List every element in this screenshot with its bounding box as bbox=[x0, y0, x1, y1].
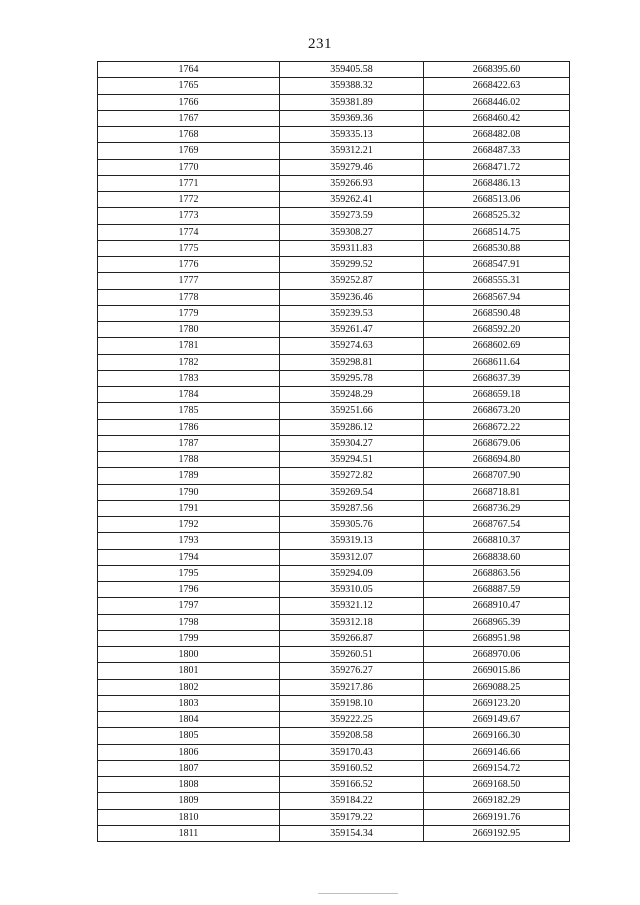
point-number-cell: 1780 bbox=[98, 322, 280, 338]
table-row bbox=[98, 468, 570, 484]
x-coordinate-cell: 359170.43 bbox=[280, 744, 424, 760]
y-coordinate-cell: 2668910.47 bbox=[424, 598, 570, 614]
point-number-cell: 1785 bbox=[98, 403, 280, 419]
table-row bbox=[98, 598, 570, 614]
x-coordinate-cell: 359266.93 bbox=[280, 175, 424, 191]
x-coordinate-cell: 359335.13 bbox=[280, 127, 424, 143]
coordinate-table-container bbox=[97, 61, 569, 842]
point-number-cell: 1778 bbox=[98, 289, 280, 305]
table-row bbox=[98, 403, 570, 419]
y-coordinate-cell: 2669166.30 bbox=[424, 728, 570, 744]
x-coordinate-cell: 359308.27 bbox=[280, 224, 424, 240]
y-coordinate-cell: 2668547.91 bbox=[424, 257, 570, 273]
x-coordinate-cell: 359154.34 bbox=[280, 825, 424, 841]
y-coordinate-cell: 2668460.42 bbox=[424, 110, 570, 126]
y-coordinate-cell: 2668592.20 bbox=[424, 322, 570, 338]
x-coordinate-cell: 359217.86 bbox=[280, 679, 424, 695]
table-row bbox=[98, 614, 570, 630]
point-number-cell: 1772 bbox=[98, 192, 280, 208]
table-row bbox=[98, 630, 570, 646]
table-row bbox=[98, 825, 570, 841]
point-number-cell: 1776 bbox=[98, 257, 280, 273]
point-number-cell: 1767 bbox=[98, 110, 280, 126]
y-coordinate-cell: 2668471.72 bbox=[424, 159, 570, 175]
table-row bbox=[98, 159, 570, 175]
table-row bbox=[98, 663, 570, 679]
table-row bbox=[98, 322, 570, 338]
y-coordinate-cell: 2668514.75 bbox=[424, 224, 570, 240]
x-coordinate-cell: 359388.32 bbox=[280, 78, 424, 94]
point-number-cell: 1802 bbox=[98, 679, 280, 695]
table-row bbox=[98, 208, 570, 224]
x-coordinate-cell: 359266.87 bbox=[280, 630, 424, 646]
table-row bbox=[98, 240, 570, 256]
coordinate-table bbox=[97, 61, 570, 842]
y-coordinate-cell: 2668487.33 bbox=[424, 143, 570, 159]
point-number-cell: 1788 bbox=[98, 452, 280, 468]
y-coordinate-cell: 2668530.88 bbox=[424, 240, 570, 256]
table-row bbox=[98, 175, 570, 191]
x-coordinate-cell: 359319.13 bbox=[280, 533, 424, 549]
x-coordinate-cell: 359381.89 bbox=[280, 94, 424, 110]
table-row bbox=[98, 435, 570, 451]
point-number-cell: 1808 bbox=[98, 777, 280, 793]
x-coordinate-cell: 359179.22 bbox=[280, 809, 424, 825]
point-number-cell: 1789 bbox=[98, 468, 280, 484]
y-coordinate-cell: 2669168.50 bbox=[424, 777, 570, 793]
y-coordinate-cell: 2668679.06 bbox=[424, 435, 570, 451]
x-coordinate-cell: 359304.27 bbox=[280, 435, 424, 451]
y-coordinate-cell: 2668970.06 bbox=[424, 647, 570, 663]
table-row bbox=[98, 549, 570, 565]
y-coordinate-cell: 2668767.54 bbox=[424, 517, 570, 533]
y-coordinate-cell: 2669154.72 bbox=[424, 760, 570, 776]
y-coordinate-cell: 2668736.29 bbox=[424, 500, 570, 516]
x-coordinate-cell: 359160.52 bbox=[280, 760, 424, 776]
y-coordinate-cell: 2668887.59 bbox=[424, 582, 570, 598]
point-number-cell: 1781 bbox=[98, 338, 280, 354]
y-coordinate-cell: 2668422.63 bbox=[424, 78, 570, 94]
table-row bbox=[98, 387, 570, 403]
x-coordinate-cell: 359321.12 bbox=[280, 598, 424, 614]
x-coordinate-cell: 359208.58 bbox=[280, 728, 424, 744]
table-row bbox=[98, 744, 570, 760]
y-coordinate-cell: 2668838.60 bbox=[424, 549, 570, 565]
point-number-cell: 1804 bbox=[98, 712, 280, 728]
point-number-cell: 1811 bbox=[98, 825, 280, 841]
point-number-cell: 1779 bbox=[98, 305, 280, 321]
point-number-cell: 1797 bbox=[98, 598, 280, 614]
x-coordinate-cell: 359369.36 bbox=[280, 110, 424, 126]
y-coordinate-cell: 2669088.25 bbox=[424, 679, 570, 695]
x-coordinate-cell: 359251.66 bbox=[280, 403, 424, 419]
table-row bbox=[98, 94, 570, 110]
x-coordinate-cell: 359261.47 bbox=[280, 322, 424, 338]
y-coordinate-cell: 2668602.69 bbox=[424, 338, 570, 354]
y-coordinate-cell: 2668446.02 bbox=[424, 94, 570, 110]
coordinate-table-body bbox=[98, 62, 570, 842]
table-row bbox=[98, 809, 570, 825]
point-number-cell: 1806 bbox=[98, 744, 280, 760]
y-coordinate-cell: 2668694.80 bbox=[424, 452, 570, 468]
point-number-cell: 1793 bbox=[98, 533, 280, 549]
table-row bbox=[98, 305, 570, 321]
x-coordinate-cell: 359298.81 bbox=[280, 354, 424, 370]
x-coordinate-cell: 359311.83 bbox=[280, 240, 424, 256]
x-coordinate-cell: 359236.46 bbox=[280, 289, 424, 305]
x-coordinate-cell: 359184.22 bbox=[280, 793, 424, 809]
table-row bbox=[98, 500, 570, 516]
table-row bbox=[98, 110, 570, 126]
x-coordinate-cell: 359305.76 bbox=[280, 517, 424, 533]
table-row bbox=[98, 533, 570, 549]
y-coordinate-cell: 2668718.81 bbox=[424, 484, 570, 500]
point-number-cell: 1784 bbox=[98, 387, 280, 403]
point-number-cell: 1771 bbox=[98, 175, 280, 191]
point-number-cell: 1777 bbox=[98, 273, 280, 289]
y-coordinate-cell: 2668673.20 bbox=[424, 403, 570, 419]
y-coordinate-cell: 2669123.20 bbox=[424, 695, 570, 711]
y-coordinate-cell: 2669191.76 bbox=[424, 809, 570, 825]
table-row bbox=[98, 695, 570, 711]
point-number-cell: 1775 bbox=[98, 240, 280, 256]
x-coordinate-cell: 359269.54 bbox=[280, 484, 424, 500]
x-coordinate-cell: 359262.41 bbox=[280, 192, 424, 208]
table-row bbox=[98, 338, 570, 354]
x-coordinate-cell: 359252.87 bbox=[280, 273, 424, 289]
x-coordinate-cell: 359279.46 bbox=[280, 159, 424, 175]
point-number-cell: 1803 bbox=[98, 695, 280, 711]
y-coordinate-cell: 2669182.29 bbox=[424, 793, 570, 809]
x-coordinate-cell: 359273.59 bbox=[280, 208, 424, 224]
y-coordinate-cell: 2668611.64 bbox=[424, 354, 570, 370]
point-number-cell: 1792 bbox=[98, 517, 280, 533]
y-coordinate-cell: 2668567.94 bbox=[424, 289, 570, 305]
table-row bbox=[98, 679, 570, 695]
point-number-cell: 1765 bbox=[98, 78, 280, 94]
table-row bbox=[98, 728, 570, 744]
x-coordinate-cell: 359312.07 bbox=[280, 549, 424, 565]
point-number-cell: 1805 bbox=[98, 728, 280, 744]
point-number-cell: 1774 bbox=[98, 224, 280, 240]
table-row bbox=[98, 484, 570, 500]
x-coordinate-cell: 359287.56 bbox=[280, 500, 424, 516]
x-coordinate-cell: 359294.51 bbox=[280, 452, 424, 468]
point-number-cell: 1768 bbox=[98, 127, 280, 143]
x-coordinate-cell: 359405.58 bbox=[280, 62, 424, 78]
point-number-cell: 1807 bbox=[98, 760, 280, 776]
x-coordinate-cell: 359294.09 bbox=[280, 565, 424, 581]
y-coordinate-cell: 2668672.22 bbox=[424, 419, 570, 435]
table-row bbox=[98, 273, 570, 289]
y-coordinate-cell: 2669146.66 bbox=[424, 744, 570, 760]
point-number-cell: 1791 bbox=[98, 500, 280, 516]
table-row bbox=[98, 565, 570, 581]
point-number-cell: 1794 bbox=[98, 549, 280, 565]
table-row bbox=[98, 517, 570, 533]
table-row bbox=[98, 370, 570, 386]
x-coordinate-cell: 359274.63 bbox=[280, 338, 424, 354]
point-number-cell: 1795 bbox=[98, 565, 280, 581]
y-coordinate-cell: 2668555.31 bbox=[424, 273, 570, 289]
table-row bbox=[98, 62, 570, 78]
y-coordinate-cell: 2668486.13 bbox=[424, 175, 570, 191]
x-coordinate-cell: 359272.82 bbox=[280, 468, 424, 484]
y-coordinate-cell: 2668951.98 bbox=[424, 630, 570, 646]
y-coordinate-cell: 2668513.06 bbox=[424, 192, 570, 208]
y-coordinate-cell: 2668659.18 bbox=[424, 387, 570, 403]
y-coordinate-cell: 2668810.37 bbox=[424, 533, 570, 549]
table-row bbox=[98, 257, 570, 273]
y-coordinate-cell: 2668482.08 bbox=[424, 127, 570, 143]
point-number-cell: 1801 bbox=[98, 663, 280, 679]
point-number-cell: 1798 bbox=[98, 614, 280, 630]
table-row bbox=[98, 143, 570, 159]
x-coordinate-cell: 359260.51 bbox=[280, 647, 424, 663]
x-coordinate-cell: 359198.10 bbox=[280, 695, 424, 711]
x-coordinate-cell: 359299.52 bbox=[280, 257, 424, 273]
table-row bbox=[98, 760, 570, 776]
x-coordinate-cell: 359166.52 bbox=[280, 777, 424, 793]
table-row bbox=[98, 777, 570, 793]
page-number: 231 bbox=[308, 36, 332, 52]
point-number-cell: 1766 bbox=[98, 94, 280, 110]
x-coordinate-cell: 359239.53 bbox=[280, 305, 424, 321]
point-number-cell: 1773 bbox=[98, 208, 280, 224]
point-number-cell: 1782 bbox=[98, 354, 280, 370]
y-coordinate-cell: 2668707.90 bbox=[424, 468, 570, 484]
point-number-cell: 1783 bbox=[98, 370, 280, 386]
table-row bbox=[98, 419, 570, 435]
point-number-cell: 1796 bbox=[98, 582, 280, 598]
y-coordinate-cell: 2668637.39 bbox=[424, 370, 570, 386]
y-coordinate-cell: 2669149.67 bbox=[424, 712, 570, 728]
point-number-cell: 1810 bbox=[98, 809, 280, 825]
y-coordinate-cell: 2669192.95 bbox=[424, 825, 570, 841]
x-coordinate-cell: 359286.12 bbox=[280, 419, 424, 435]
y-coordinate-cell: 2668965.39 bbox=[424, 614, 570, 630]
table-row bbox=[98, 647, 570, 663]
y-coordinate-cell: 2668525.32 bbox=[424, 208, 570, 224]
point-number-cell: 1764 bbox=[98, 62, 280, 78]
point-number-cell: 1786 bbox=[98, 419, 280, 435]
x-coordinate-cell: 359248.29 bbox=[280, 387, 424, 403]
point-number-cell: 1770 bbox=[98, 159, 280, 175]
table-row bbox=[98, 224, 570, 240]
x-coordinate-cell: 359312.18 bbox=[280, 614, 424, 630]
x-coordinate-cell: 359276.27 bbox=[280, 663, 424, 679]
x-coordinate-cell: 359312.21 bbox=[280, 143, 424, 159]
y-coordinate-cell: 2668863.56 bbox=[424, 565, 570, 581]
table-row bbox=[98, 127, 570, 143]
point-number-cell: 1799 bbox=[98, 630, 280, 646]
y-coordinate-cell: 2668395.60 bbox=[424, 62, 570, 78]
point-number-cell: 1787 bbox=[98, 435, 280, 451]
table-row bbox=[98, 78, 570, 94]
table-row bbox=[98, 354, 570, 370]
table-row bbox=[98, 712, 570, 728]
footer-rule bbox=[318, 893, 398, 894]
point-number-cell: 1809 bbox=[98, 793, 280, 809]
table-row bbox=[98, 582, 570, 598]
point-number-cell: 1800 bbox=[98, 647, 280, 663]
table-row bbox=[98, 793, 570, 809]
y-coordinate-cell: 2668590.48 bbox=[424, 305, 570, 321]
table-row bbox=[98, 289, 570, 305]
x-coordinate-cell: 359310.05 bbox=[280, 582, 424, 598]
point-number-cell: 1769 bbox=[98, 143, 280, 159]
y-coordinate-cell: 2669015.86 bbox=[424, 663, 570, 679]
table-row bbox=[98, 192, 570, 208]
point-number-cell: 1790 bbox=[98, 484, 280, 500]
x-coordinate-cell: 359222.25 bbox=[280, 712, 424, 728]
table-row bbox=[98, 452, 570, 468]
x-coordinate-cell: 359295.78 bbox=[280, 370, 424, 386]
